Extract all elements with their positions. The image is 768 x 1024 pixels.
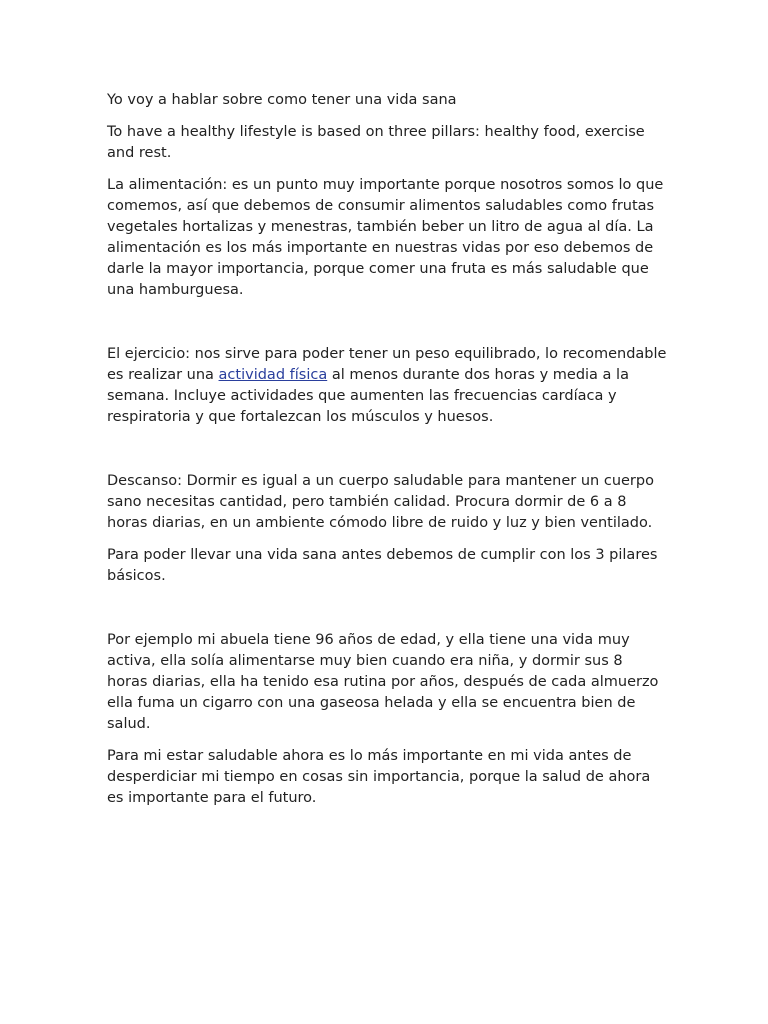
ejercicio-text-start: El ejercicio: nos sirve para poder tener un peso equilibrado, lo recomendable es realizar una [107,346,667,383]
paragraph-descanso: Descanso: Dormir es igual a un cuerpo saludable para mantener un cuerpo sano necesitas cantidad, pero también calidad. Procura dormir de 6 a 8 horas diarias, en un ambiente cómodo libre de ruido y luz y bien ventilado. [107,473,654,531]
paragraph-abuela: Por ejemplo mi abuela tiene 96 años de edad, y ella tiene una vida muy activa, ella solía alimentarse muy bien cuando era niña, y dormir sus 8 horas diarias, ella ha tenido esa rutina por años, después de cada almuerzo ella fuma un cigarro con una gaseosa helada y ella se encuentra bien de salud. [107,632,659,732]
paragraph-pilares: Para poder llevar una vida sana antes debemos de cumplir con los 3 pilares básicos. [107,547,658,584]
paragraph-ejercicio [107,344,667,428]
ejercicio-text-end: al menos durante dos horas y media a la semana. Incluye actividades que aumenten las frecuencias cardíaca y respiratoria y que fortalezcan los músculos y huesos. [107,367,629,425]
paragraph-alimentacion: La alimentación: es un punto muy importante porque nosotros somos lo que comemos, así que debemos de consumir alimentos saludables como frutas vegetales hortalizas y menestras, también beber un litro de agua al día. La alimentación es los más importante en nuestras vidas por eso debemos de darle la mayor importancia, porque comer una fruta es más saludable que una hamburguesa. [107,177,664,298]
actividad-fisica-link[interactable]: actividad física [218,367,328,383]
paragraph-intro: Yo voy a hablar sobre como tener una vida sana [107,92,457,108]
paragraph-conclusion: Para mi estar saludable ahora es lo más importante en mi vida antes de desperdiciar mi tiempo en cosas sin importancia, porque la salud de ahora es importante para el futuro. [107,748,651,806]
document-body [107,90,667,820]
paragraph-english-summary: To have a healthy lifestyle is based on three pillars: healthy food, exercise and rest. [107,124,645,161]
